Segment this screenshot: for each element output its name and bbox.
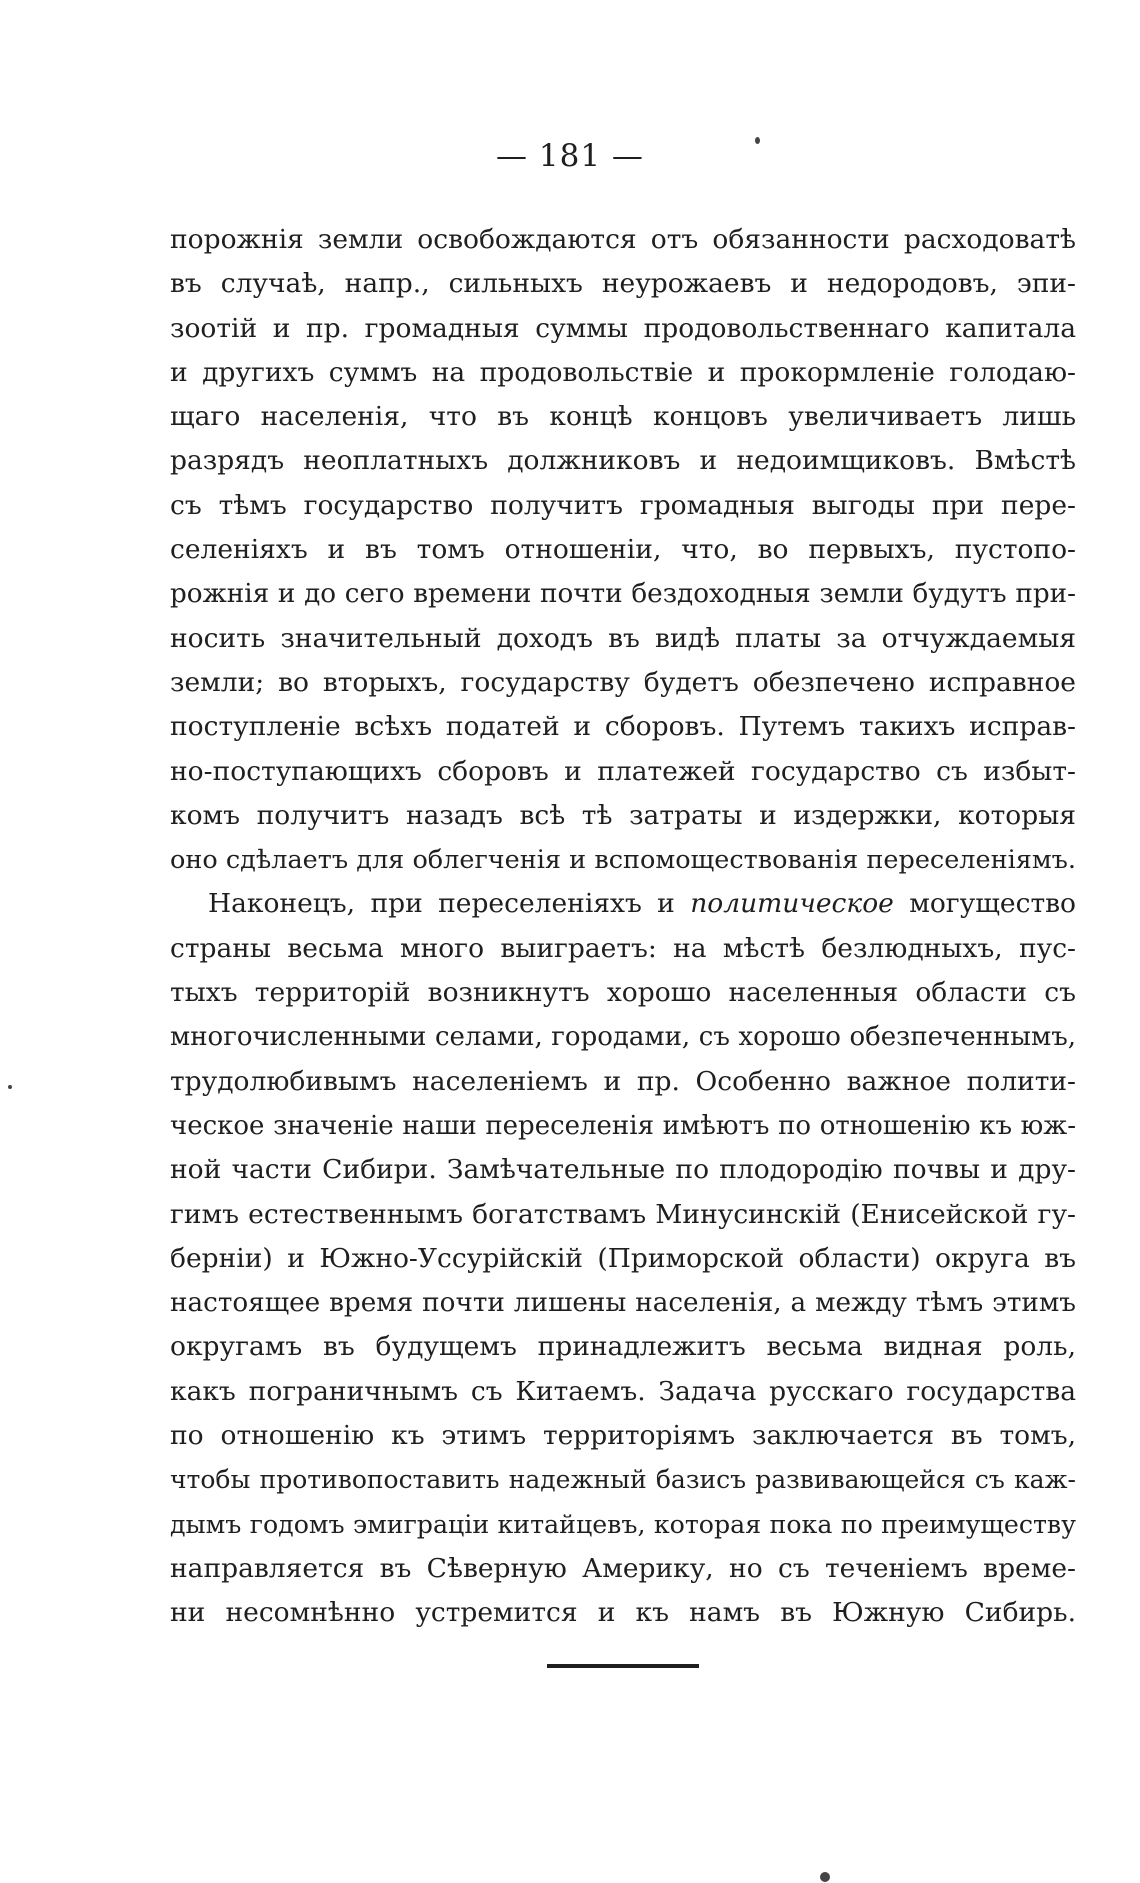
text-line: настоящее время почти лишены населенія, а между тѣмъ этимъ [170, 1288, 1076, 1319]
text-line: трудолюбивымъ населеніемъ и пр. Особенно важное полити- [170, 1065, 1076, 1097]
text-line: ческое значеніе наши переселенія имѣютъ по отношенію къ юж- [170, 1110, 1076, 1141]
page-number: — 181 — [496, 138, 644, 174]
text-line: тыхъ территорій возникнутъ хорошо населенныя области съ [170, 977, 1076, 1009]
text-line: дымъ годомъ эмиграціи китайцевъ, которая пока по преимуществу [170, 1509, 1076, 1539]
text-line: поступленіе всѣхъ податей и сборовъ. Путемъ такихъ исправ- [170, 711, 1076, 743]
text-line: комъ получитъ назадъ всѣ тѣ затраты и издержки, которыя [170, 799, 1076, 831]
text-line: порожнія земли освобождаются отъ обязанности расходоватѣ [170, 224, 1076, 255]
ink-speck [8, 1085, 12, 1089]
text-line: селеніяхъ и въ томъ отношеніи, что, во первыхъ, пустопо- [170, 534, 1076, 566]
ink-speck [755, 137, 760, 144]
text-line: берніи) и Южно-Уссурійскій (Приморской области) округа въ [170, 1242, 1076, 1274]
ink-speck [820, 1872, 830, 1882]
text-line: рожнія и до сего времени почти бездоходныя земли будутъ при- [170, 579, 1076, 610]
text-line: по отношенію къ этимъ территоріямъ заключается въ томъ, [170, 1420, 1076, 1452]
text-line: но-поступающихъ сборовъ и платежей государство съ избыт- [170, 755, 1076, 787]
text-segment: могущество [909, 888, 1076, 920]
text-line: носить значительный доходъ въ видѣ платы за отчуждаемыя [170, 622, 1076, 654]
text-line: щаго населенія, что въ концѣ концовъ увеличиваетъ лишь [170, 401, 1076, 433]
text-line: какъ пограничнымъ съ Китаемъ. Задача русскаго государства [170, 1375, 1076, 1407]
text-line: направляется въ Сѣверную Америку, но съ теченіемъ време- [170, 1552, 1076, 1584]
end-rule [547, 1664, 699, 1668]
text-line: въ случаѣ, напр., сильныхъ неурожаевъ и недородовъ, эпи- [170, 268, 1076, 300]
text-line: страны весьма много выиграетъ: на мѣстѣ безлюдныхъ, пус- [170, 932, 1076, 964]
text-line: ни несомнѣнно устремится и къ намъ въ Южную Сибирь. [170, 1597, 1076, 1629]
text-line: гимъ естественнымъ богатствамъ Минусинскій (Енисейской гу- [170, 1198, 1076, 1230]
italic-emphasis: политическое [690, 888, 894, 920]
text-line: съ тѣмъ государство получитъ громадныя выгоды при пере- [170, 489, 1076, 521]
text-line: чтобы противопоставить надежный базисъ развивающейся съ каж- [170, 1465, 1076, 1495]
text-line: и другихъ суммъ на продовольствіе и прокормленіе голодаю- [170, 356, 1076, 388]
text-line: разрядъ неоплатныхъ должниковъ и недоимщиковъ. Вмѣстѣ [170, 445, 1076, 477]
text-line: ной части Сибири. Замѣчательные по плодородію почвы и дру- [170, 1154, 1076, 1186]
text-line: зоотій и пр. громадныя суммы продовольственнаго капитала [170, 312, 1076, 344]
text-line: округамъ въ будущемъ принадлежитъ весьма видная роль, [170, 1331, 1076, 1363]
body-text [170, 218, 1076, 1636]
text-line: земли; во вторыхъ, государству будетъ обезпечено исправное [170, 666, 1076, 698]
text-line: многочисленными селами, городами, съ хорошо обезпеченнымъ, [170, 1022, 1076, 1053]
paragraph-opening-line [170, 882, 1076, 926]
text-line: оно сдѣлаетъ для облегченія и вспомоществованія переселеніямъ. [170, 845, 1076, 876]
text-segment: Наконецъ, при переселеніяхъ и [208, 888, 675, 920]
